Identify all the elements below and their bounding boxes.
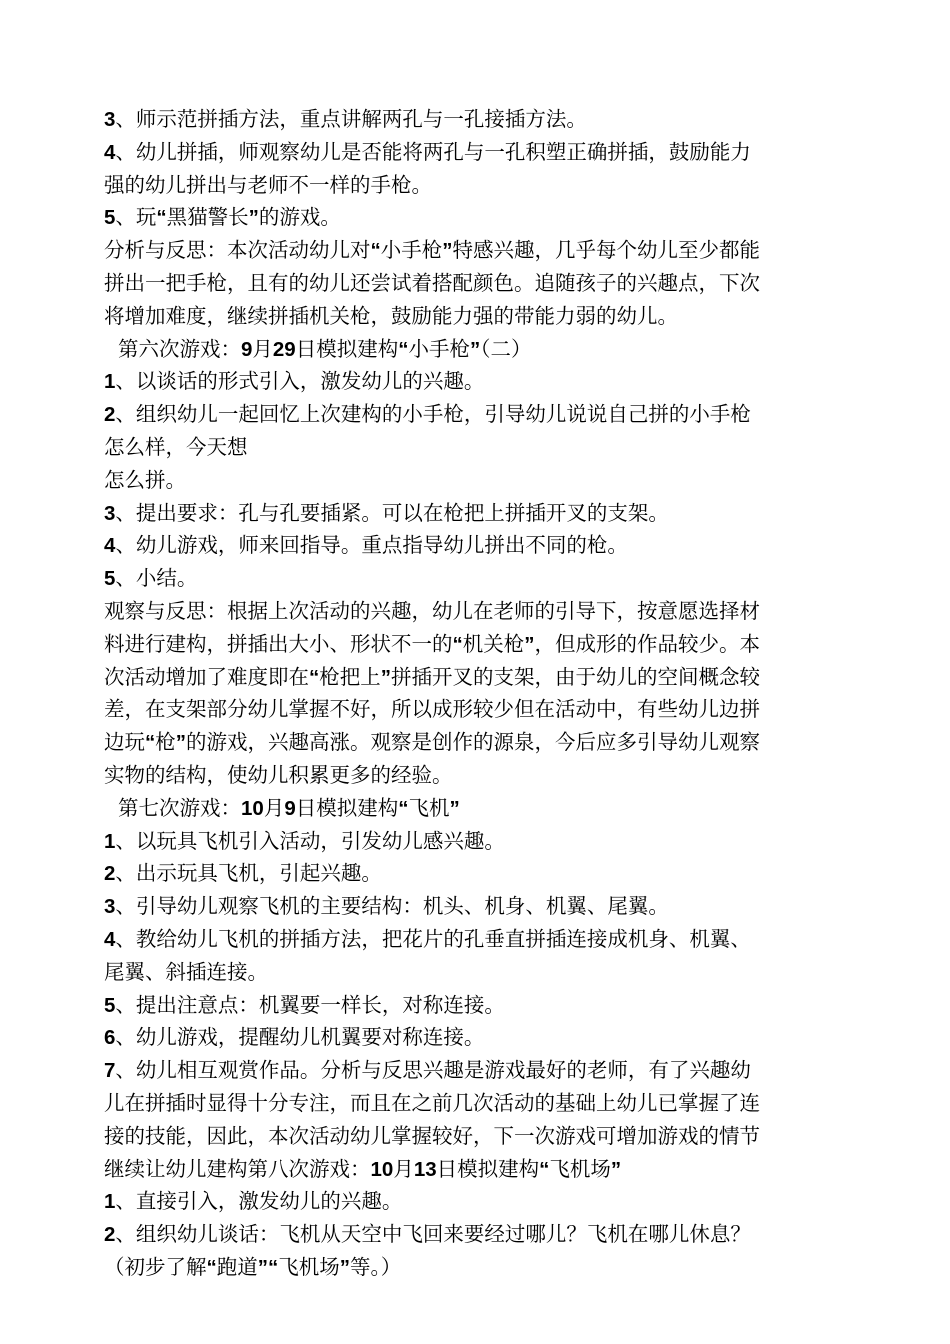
text-run: 、引导幼儿观察飞机的主要结构：机头、机身、机翼、尾翼。 [115, 894, 669, 919]
text-run: 将增加难度，继续拼插机关枪，鼓励能力强的带能力弱的幼儿。 [104, 303, 678, 328]
text-line [104, 1021, 864, 1054]
text-line [104, 595, 864, 628]
text-run: 跑道 [216, 1254, 258, 1279]
text-run: 、教给幼儿飞机的拼插方法，把花片的孔垂直拼插连接成机身、机翼、 [115, 926, 751, 951]
number-text: 2 [104, 1223, 116, 1247]
text-run: 拼插开叉的支架，由于幼儿的空间概念较 [391, 664, 760, 689]
text-run: 、玩 [115, 205, 157, 230]
text-run: ，但成形的作品较少。本 [534, 631, 760, 656]
text-line [104, 792, 864, 825]
text-line [104, 825, 864, 858]
text-run: 等。） [350, 1254, 402, 1279]
quote-mark: “ [156, 206, 167, 230]
number-text: 13 [413, 1157, 437, 1181]
number-text: 3 [104, 501, 116, 525]
text-run: 、小结。 [115, 566, 198, 591]
quote-mark: ” [449, 796, 460, 820]
text-run: 飞机 [408, 795, 450, 820]
text-run: 观察与反思：根据上次活动的兴趣，幼儿在老师的引导下，按意愿选择材 [104, 598, 760, 623]
text-run: 尾翼、斜插连接。 [104, 959, 268, 984]
text-line [104, 464, 864, 497]
text-run: 、幼儿拼插，师观察幼儿是否能将两孔与一孔积塑正确拼插，鼓励能力 [115, 139, 751, 164]
number-text: 3 [104, 895, 116, 919]
text-run: 的游戏，兴趣高涨。观察是创作的源泉，今后应多引导幼儿观察 [186, 730, 760, 755]
text-line [104, 890, 864, 923]
text-run: 实物的结构，使幼儿积累更多的经验。 [104, 762, 453, 787]
number-text: 1 [104, 1190, 116, 1214]
number-text: 2 [104, 862, 116, 886]
text-run: 特感兴趣，几乎每个幼儿至少都能 [452, 238, 760, 263]
text-run: 、组织幼儿一起回忆上次建构的小手枪，引导幼儿说说自己拼的小手枪 [115, 402, 751, 427]
text-line [104, 661, 864, 694]
text-run: 、提出注意点：机翼要一样长，对称连接。 [115, 992, 505, 1017]
text-run: 、出示玩具飞机，引起兴趣。 [115, 861, 382, 886]
number-text: 9 [241, 337, 253, 361]
number-text: 5 [104, 993, 116, 1017]
quote-mark: “ [398, 796, 409, 820]
text-run: 儿在拼插时显得十分专注，而且在之前几次活动的基础上幼儿已掌握了连 [104, 1090, 760, 1115]
text-line [104, 956, 864, 989]
text-run: 、幼儿游戏，提醒幼儿机翼要对称连接。 [115, 1025, 485, 1050]
text-line [104, 103, 864, 136]
number-text: 1 [104, 370, 116, 394]
text-run: 月 [393, 1156, 414, 1181]
text-line [104, 529, 864, 562]
text-run: 日模拟建构 [295, 336, 399, 361]
text-run: 料进行建构，拼插出大小、形状不一的 [104, 631, 453, 656]
text-line [104, 365, 864, 398]
text-run: 第六次游戏： [118, 336, 241, 361]
text-run: 枪 [155, 730, 176, 755]
quote-mark: “ [370, 239, 381, 263]
number-text: 29 [272, 337, 296, 361]
document-body [104, 103, 864, 1284]
text-run: 次活动增加了难度即在 [104, 664, 309, 689]
number-text: 4 [104, 534, 116, 558]
number-text: 9 [284, 796, 296, 820]
number-text: 5 [104, 206, 116, 230]
text-line [104, 1054, 864, 1087]
text-line [104, 300, 864, 333]
text-run: 、幼儿相互观赏作品。分析与反思兴趣是游戏最好的老师，有了兴趣幼 [115, 1058, 751, 1083]
quote-mark: “ [309, 665, 320, 689]
text-line [104, 169, 864, 202]
text-run: 黑猫警长 [166, 205, 249, 230]
text-line [104, 398, 864, 431]
quote-mark: ” [442, 239, 453, 263]
text-line [104, 497, 864, 530]
text-run: 第七次游戏： [118, 795, 241, 820]
number-text: 4 [104, 927, 116, 951]
number-text: 5 [104, 567, 116, 591]
text-run: 、以玩具飞机引入活动，引发幼儿感兴趣。 [115, 828, 505, 853]
text-line [104, 201, 864, 234]
quote-mark: “ [539, 1157, 550, 1181]
text-line [104, 333, 864, 366]
text-run: 怎么样，今天想 [104, 434, 248, 459]
text-line [104, 1153, 864, 1186]
quote-mark: “ [398, 337, 409, 361]
text-run: 、组织幼儿谈话：飞机从天空中飞回来要经过哪儿？飞机在哪儿休息？ [115, 1222, 751, 1247]
text-run: 差，在支架部分幼儿掌握不好，所以成形较少但在活动中，有些幼儿边拼 [104, 697, 760, 722]
text-run: 飞机场 [549, 1156, 611, 1181]
text-line [104, 923, 864, 956]
text-run: 飞机场 [278, 1254, 340, 1279]
number-text: 2 [104, 403, 116, 427]
text-line [104, 1120, 864, 1153]
text-run: 日模拟建构 [295, 795, 399, 820]
text-line [104, 989, 864, 1022]
quote-mark: ” [339, 1255, 350, 1279]
text-line [104, 628, 864, 661]
text-run: 、提出要求：孔与孔要插紧。可以在枪把上拼插开叉的支架。 [115, 500, 669, 525]
text-run: 小手枪 [380, 238, 443, 263]
text-run: 枪把上 [319, 664, 381, 689]
text-run: 继续让幼儿建构第八次游戏： [104, 1156, 371, 1181]
quote-mark: “ [206, 1255, 217, 1279]
text-run: 边玩 [104, 730, 145, 755]
text-run: 拼出一把手枪，且有的幼儿还尝试着搭配颜色。追随孩子的兴趣点，下次 [104, 270, 760, 295]
text-run: 的游戏。 [258, 205, 341, 230]
text-line [104, 1185, 864, 1218]
text-run: （初步了解 [104, 1254, 207, 1279]
text-run: 日模拟建构 [436, 1156, 540, 1181]
text-run: （二） [480, 336, 532, 361]
text-line [104, 431, 864, 464]
text-line [104, 759, 864, 792]
number-text: 7 [104, 1059, 116, 1083]
quote-mark: “ [452, 632, 463, 656]
text-run: 机关枪 [462, 631, 525, 656]
text-line [104, 267, 864, 300]
text-run: 接的技能，因此，本次活动幼儿掌握较好，下一次游戏可增加游戏的情节 [104, 1123, 760, 1148]
text-line [104, 234, 864, 267]
number-text: 3 [104, 108, 116, 131]
text-run: 、直接引入，激发幼儿的兴趣。 [115, 1189, 403, 1214]
text-run: 怎么拼。 [104, 467, 186, 492]
quote-mark: “ [145, 731, 156, 755]
text-line [104, 562, 864, 595]
text-run: 、师示范拼插方法，重点讲解两孔与一孔接插方法。 [115, 107, 587, 131]
quote-mark: ” [469, 337, 481, 361]
text-line [104, 1087, 864, 1120]
text-run: 月 [263, 795, 285, 820]
text-run: 、以谈话的形式引入，激发幼儿的兴趣。 [115, 369, 485, 394]
quote-mark: ” [248, 206, 259, 230]
text-line [104, 1218, 864, 1251]
number-text: 4 [104, 140, 116, 164]
text-line [104, 136, 864, 169]
text-run: 月 [252, 336, 273, 361]
quote-mark: ” [380, 665, 391, 689]
text-run: 分析与反思：本次活动幼儿对 [104, 238, 371, 263]
number-text: 10 [370, 1157, 394, 1181]
text-line [104, 857, 864, 890]
number-text: 1 [104, 829, 116, 853]
number-text: 10 [241, 796, 264, 820]
quote-mark: ” [610, 1157, 622, 1181]
text-line [104, 693, 864, 726]
text-run: 、幼儿游戏，师来回指导。重点指导幼儿拼出不同的枪。 [115, 533, 628, 558]
number-text: 6 [104, 1026, 116, 1050]
quote-mark: ” [524, 632, 535, 656]
quote-mark: ” [175, 731, 186, 755]
quote-mark: ”“ [257, 1255, 279, 1279]
text-run: 小手枪 [408, 336, 470, 361]
text-line [104, 726, 864, 759]
text-line [104, 1251, 864, 1284]
text-run: 强的幼儿拼出与老师不一样的手枪。 [104, 172, 432, 197]
